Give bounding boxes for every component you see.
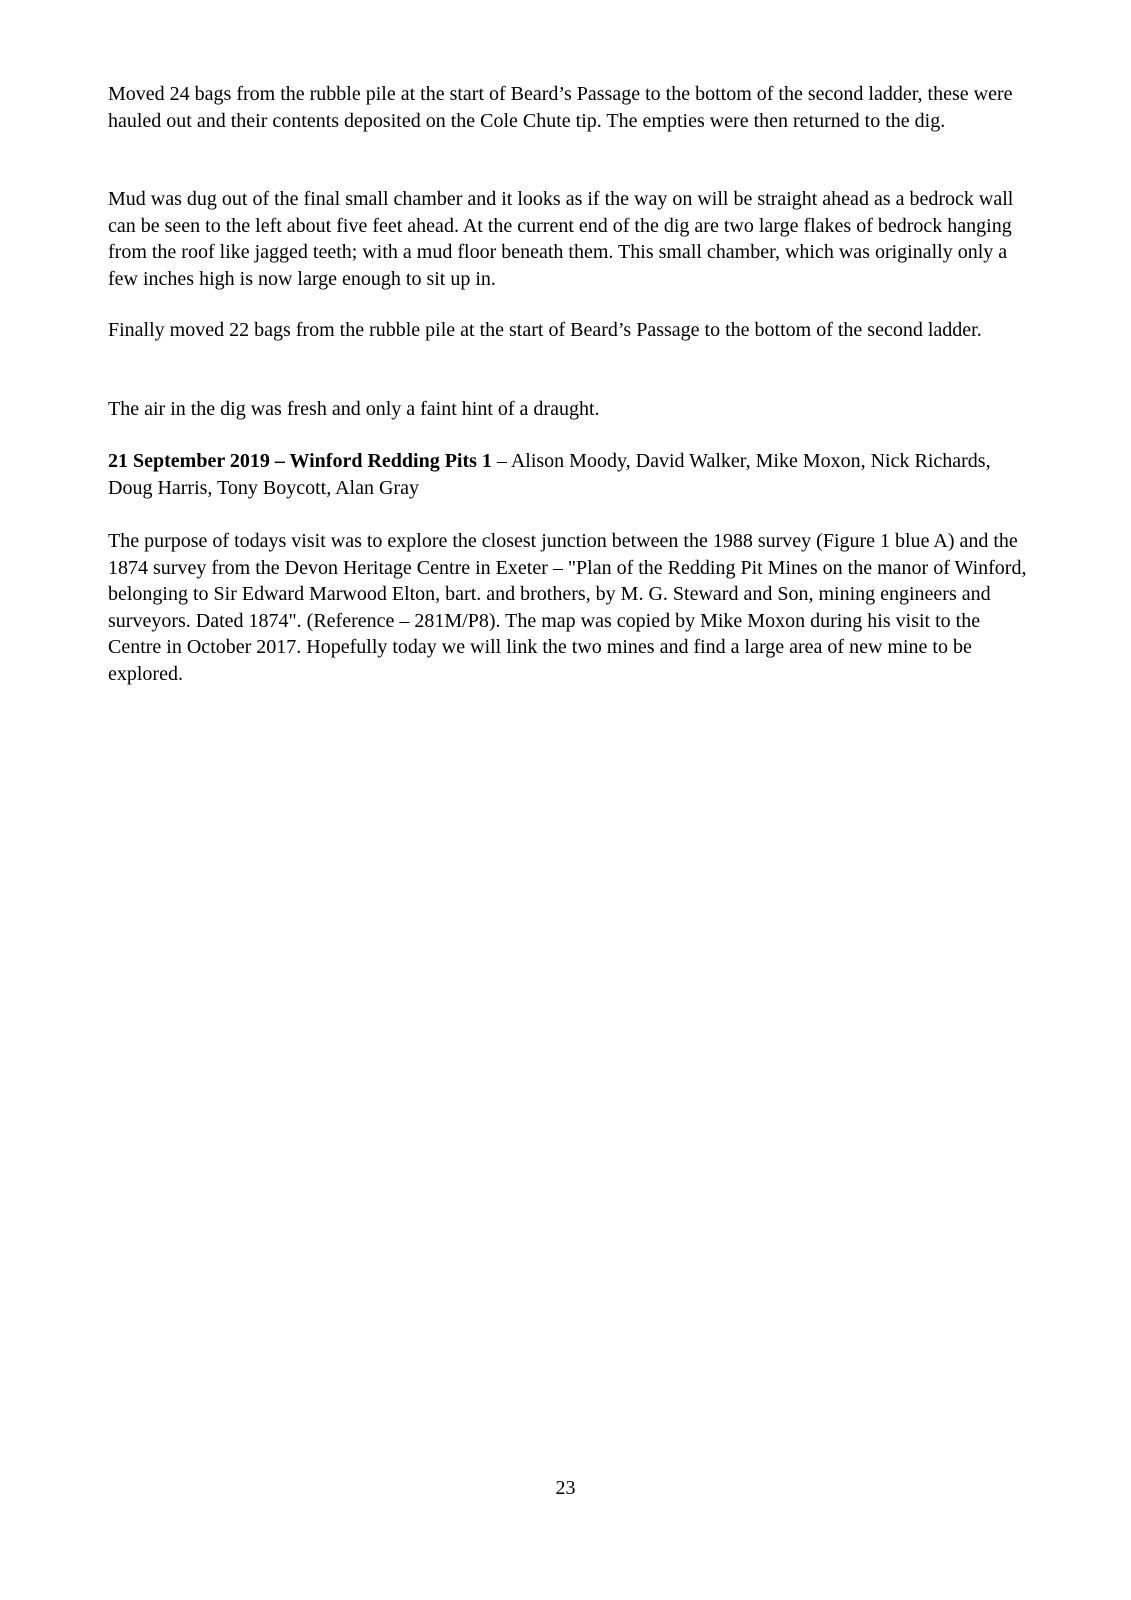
entry-participants: Alison Moody, David Walker, Mike Moxon, Nick Richards, Doug Harris, Tony Boycott, Alan Gray xyxy=(108,450,991,499)
paragraph-air: The air in the dig was fresh and only a faint hint of a draught. xyxy=(108,398,600,420)
paragraph-final-bags: Finally moved 22 bags from the rubble pile at the start of Beard’s Passage to the bottom of the second ladder. xyxy=(108,319,982,341)
entry-separator: – xyxy=(491,450,511,472)
paragraph-purpose: The purpose of todays visit was to explore the closest junction between the 1988 survey (Figure 1 blue A) and the 1874 survey from the Devon Heritage Centre in Exeter – "Plan of the Redding Pit Mines on the manor of Winford, belonging to Sir Edward Marwood Elton, bart. and brothers, by M. G. Steward and Son, mining engineers and surveyors. Dated 1874". (Reference – 281M/P8). The map was copied by Mike Moxon during his visit to the Centre in October 2017. Hopefully today we will link the two mines and find a large area of new mine to be explored. xyxy=(108,530,1027,685)
paragraph-mud-dug: Mud was dug out of the final small chamber and it looks as if the way on will be straight ahead as a bedrock wall can be seen to the left about five feet ahead. At the current end of the dig are two large flakes of bedrock hanging from the roof like jagged teeth; with a mud floor beneath them. This small chamber, which was originally only a few inches high is now large enough to sit up in. xyxy=(108,188,1014,290)
entry-header xyxy=(108,448,1033,501)
entry-heading: 21 September 2019 – Winford Redding Pits 1 xyxy=(108,450,492,472)
page-number: 23 xyxy=(555,1477,576,1499)
paragraph-bags-moved: Moved 24 bags from the rubble pile at the start of Beard’s Passage to the bottom of the second ladder, these were hauled out and their contents deposited on the Cole Chute tip. The empties were then returned to the dig. xyxy=(108,83,1013,132)
